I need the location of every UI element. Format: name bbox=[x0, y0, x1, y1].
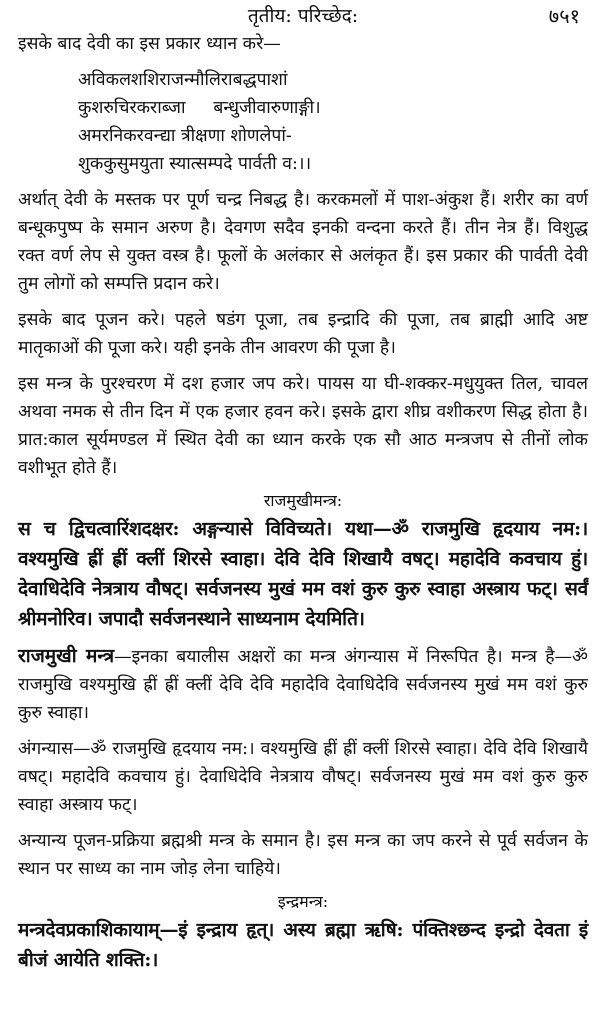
dhyana-verse bbox=[78, 66, 588, 178]
page-header bbox=[18, 0, 588, 30]
verse-line-1: अविकलशशिराजन्मौलिराबद्धपाशां bbox=[78, 70, 288, 90]
meaning-paragraph: अर्थात् देवी के मस्तक पर पूर्ण चन्द्र निबद्ध है। करकमलों में पाश-अंकुश हैं। शरीर का वर्ण बन्धूकपुष्प के समान अरुण है। देवगण सदैव इनकी वन्दना करते हैं। तीन नेत्र हैं। विशुद्ध रक्त वर्ण लेप से युक्त वस्त्र है। फूलों के अलंकार से अलंकृत हैं। इस प्रकार की पार्वती देवी तुम लोगों को सम्पत्ति प्रदान करे। bbox=[18, 190, 588, 294]
purascharana-paragraph: इस मन्त्र के पुरश्चरण में दश हजार जप करे। पायस या घी-शक्कर-मधुयुक्त तिल, चावल अथवा नमक से तीन दिन में एक हजार हवन करे। इसके द्वारा शीघ्र वशीकरण सिद्ध होता है। प्रात:काल सूर्यमण्डल में स्थित देवी का ध्यान करके एक सौ आठ मन्त्रजप से तीनों लोक वशीभूत होते हैं। bbox=[18, 374, 588, 478]
verse-line-2: कुशरुचिरकराब्जा बन्धुजीवारुणाङ्गी। bbox=[78, 98, 321, 118]
rajamukhi-mantra-lead: राजमुखी मन्त्र bbox=[18, 645, 115, 667]
worship-paragraph: इसके बाद पूजन करे। पहले षडंग पूजा, तब इन्द्रादि की पूजा, तब ब्राह्मी आदि अष्ट मातृकाओं की पूजा करे। यही इनके तीन आवरण की पूजा है। bbox=[18, 310, 588, 358]
other-rituals-paragraph: अन्यान्य पूजन-प्रक्रिया ब्रह्मश्री मन्त्र के समान है। इस मन्त्र का जप करने से पूर्व सर्वजन के स्थान पर साध्य का नाम जोड़ लेना चाहिये। bbox=[18, 831, 588, 879]
page-number: ७५१ bbox=[548, 4, 580, 28]
rajamukhi-mantra-paragraph bbox=[18, 642, 588, 727]
verse-line-4: शुककुसुमयुता स्यात्सम्पदे पार्वती व:।। bbox=[78, 154, 312, 174]
rajamukhi-section-title: राजमुखीमन्त्र: bbox=[263, 491, 343, 510]
verse-line-3: अमरनिकरवन्द्या त्रीक्षणा शोणलेपां- bbox=[78, 126, 292, 146]
anganyasa-paragraph: अंगन्यास—ॐ राजमुखि हृदयाय नम:। वश्यमुखि ह्रीं ह्रीं क्लीं शिरसे स्वाहा। देवि देवि शिखायै वषट्। महादेवि कवचाय हुं। देवाधिदेवि नेत्रत्राय वौषट्। सर्वजनस्य मुखं मम वशं कुरु कुरु स्वाहा अस्त्राय फट्। bbox=[18, 739, 588, 815]
rajamukhi-sanskrit-text: स च द्विचत्वारिंशदक्षर: अङ्गन्यासे विविच्यते। यथा—ॐ राजमुखि हृदयाय नम:। वश्यमुखि ह्रीं ह्रीं क्लीं शिरसे स्वाहा। देवि देवि शिखायै वषट्। महादेवि कवचाय हुं। देवाधिदेवि नेत्रत्राय वौषट्। सर्वजनस्य मुखं मम वशं कुरु कुरु स्वाहा अस्त्राय फट्। सर्वं श्रीमनोरिव। जपादौ सर्वजनस्थाने साध्यनाम देयमिति। bbox=[18, 518, 588, 630]
indra-section-title: इन्द्रमन्त्र: bbox=[277, 892, 329, 911]
indra-sanskrit-text: मन्त्रदेवप्रकाशिकायाम्—इं इन्द्राय हृत्। अस्य ब्रह्मा ऋषि: पंक्तिश्छन्द इन्द्रो देवता इं बीजं आयेति शक्ति:। bbox=[18, 919, 588, 971]
rajamukhi-mantra-text: —इनका बयालीस अक्षरों का मन्त्र अंगन्यास में निरूपित है। मन्त्र है—ॐ राजमुखि वश्यमुखि ह्रीं ह्रीं क्लीं देवि देवि महादेवि देवाधिदेवि सर्वजनस्य मुखं मम वशं कुरु कुरु स्वाहा। bbox=[18, 647, 589, 723]
intro-paragraph: इसके बाद देवी का इस प्रकार ध्यान करे— bbox=[18, 34, 281, 54]
chapter-title: तृतीय: परिच्छेद: bbox=[247, 5, 359, 27]
